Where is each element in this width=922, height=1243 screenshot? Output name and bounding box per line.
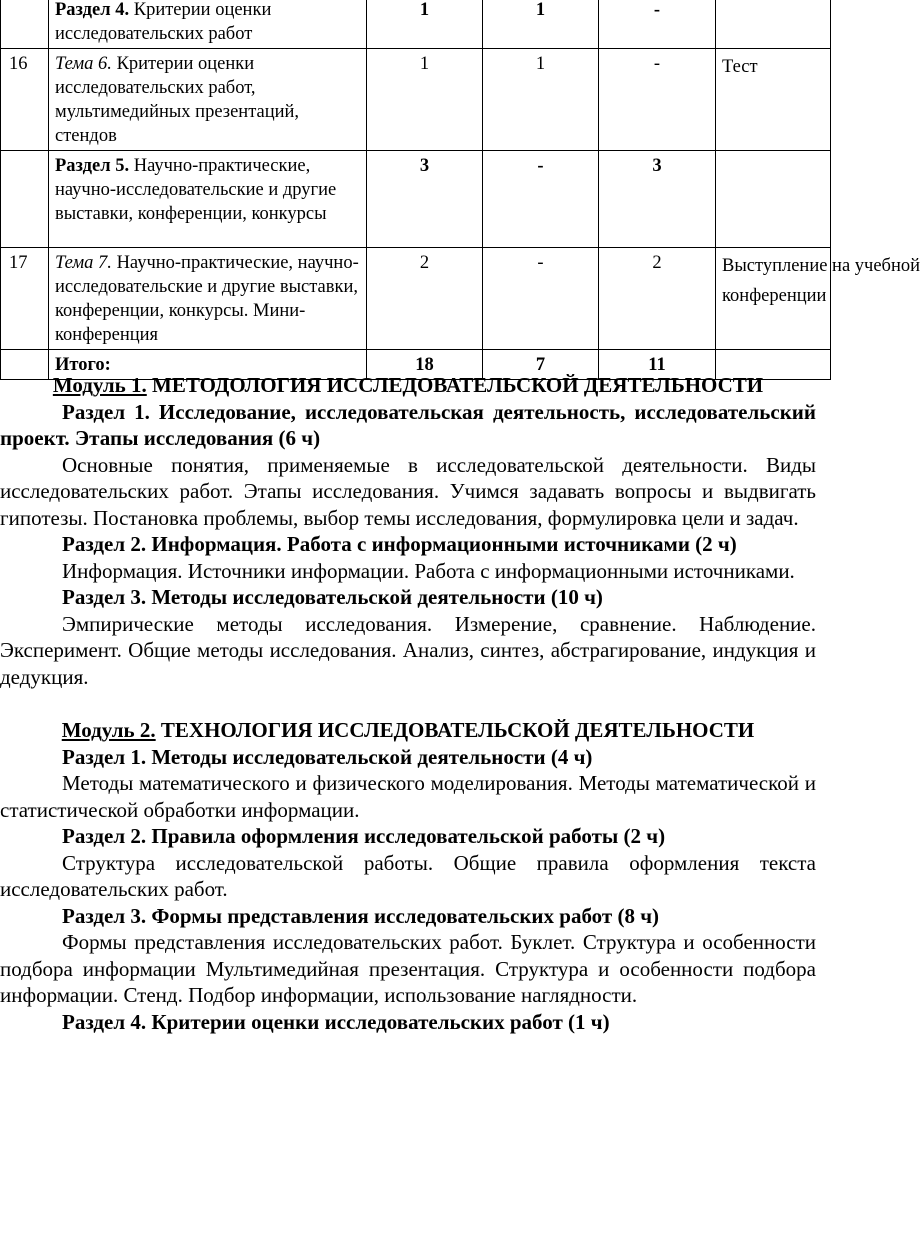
hours-total: 1 xyxy=(367,49,483,151)
module-1-title: Модуль 1. МЕТОДОЛОГИЯ ИССЛЕДОВАТЕЛЬСКОЙ ДЕЯТЕЛЬНОСТИ xyxy=(52,373,764,397)
topic-cell: Раздел 5. Научно-практические, научно-исследовательские и другие выставки, конференции, конкурсы xyxy=(49,151,367,248)
control-form xyxy=(716,151,831,248)
hours-practice: 3 xyxy=(599,151,716,248)
section-text: Методы математического и физического моделирования. Методы математической и статистической обработки информации. xyxy=(0,771,816,822)
hours-practice: 11 xyxy=(599,350,716,380)
control-form xyxy=(716,0,831,49)
section-text: Структура исследовательской работы. Общие правила оформления текста исследовательских работ. xyxy=(0,850,816,901)
section-heading: Раздел 3. Формы представления исследовательских работ (8 ч) xyxy=(62,903,660,928)
hours-total: 3 xyxy=(367,151,483,248)
hours-total: 1 xyxy=(367,0,483,49)
topic-cell: Раздел 4. Критерии оценки исследовательских работ xyxy=(49,0,367,49)
topic-cell: Тема 7. Научно-практические, научно-исследовательские и другие выставки, конференции, конкурсы. Мини-конференция xyxy=(49,248,367,350)
topic-cell: Итого: xyxy=(49,350,367,380)
hours-total: 18 xyxy=(367,350,483,380)
spacer xyxy=(0,690,816,717)
control-form: Выступление на учебной конференции xyxy=(716,248,831,350)
table-row xyxy=(1,49,831,151)
hours-theory: 7 xyxy=(483,350,599,380)
hours-practice: 2 xyxy=(599,248,716,350)
section-heading: Раздел 1. Методы исследовательской деятельности (4 ч) xyxy=(62,744,593,769)
section-text: Основные понятия, применяемые в исследовательской деятельности. Виды исследовательских работ. Этапы исследования. Учимся задавать вопросы и выдвигать гипотезы. Постановка проблемы, выбор темы исследования, формулировка цели и задач. xyxy=(0,452,816,530)
section-text: Эмпирические методы исследования. Измерение, сравнение. Наблюдение. Эксперимент. Общие методы исследования. Анализ, синтез, абстрагирование, индукция и дедукция. xyxy=(0,611,816,689)
module-2-title: Модуль 2. ТЕХНОЛОГИЯ ИССЛЕДОВАТЕЛЬСКОЙ ДЕЯТЕЛЬНОСТИ xyxy=(61,718,755,742)
section-heading: Раздел 2. Информация. Работа с информационными источниками (2 ч) xyxy=(62,532,737,556)
control-form: Тест xyxy=(716,49,831,151)
hours-total: 2 xyxy=(367,248,483,350)
section-heading: Раздел 2. Правила оформления исследовательской работы (2 ч) xyxy=(62,824,666,848)
row-number xyxy=(1,151,49,248)
topic-cell: Тема 6. Критерии оценки исследовательских работ, мультимедийных презентаций, стендов xyxy=(49,49,367,151)
section-text: Информация. Источники информации. Работа с информационными источниками. xyxy=(62,558,795,583)
hours-theory: - xyxy=(483,151,599,248)
section-heading: Раздел 3. Методы исследовательской деятельности (10 ч) xyxy=(62,585,603,609)
section-heading: Раздел 1. Исследование, исследовательская деятельность, исследовательский проект. Этапы исследования (6 ч) xyxy=(0,399,816,450)
hours-practice: - xyxy=(599,49,716,151)
section-text: Формы представления исследовательских работ. Буклет. Структура и особенности подбора информации Мультимедийная презентация. Структура и особенности подбора информации. Стенд. Подбор информации, использование наглядности. xyxy=(0,930,816,1007)
section-heading: Раздел 4. Критерии оценки исследовательских работ (1 ч) xyxy=(62,1009,610,1034)
table-row xyxy=(1,151,831,248)
row-number xyxy=(1,0,49,49)
table-row xyxy=(1,0,831,49)
hours-theory: 1 xyxy=(483,0,599,49)
hours-theory: - xyxy=(483,248,599,350)
row-number: 17 xyxy=(1,248,49,350)
hours-theory: 1 xyxy=(483,49,599,151)
row-number: 16 xyxy=(1,49,49,151)
hours-practice: - xyxy=(599,0,716,49)
curriculum-table xyxy=(0,0,921,380)
document-body xyxy=(0,372,816,1035)
table-row xyxy=(1,248,831,350)
